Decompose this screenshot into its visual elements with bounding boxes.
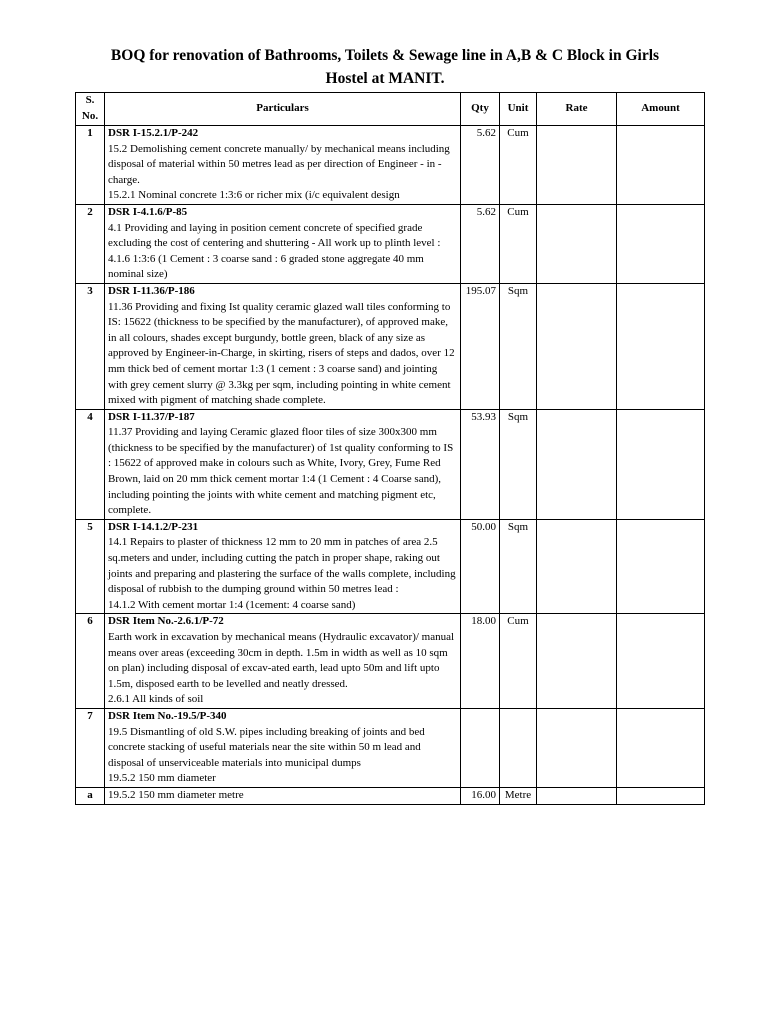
cell-amount bbox=[617, 614, 705, 709]
cell-rate bbox=[537, 519, 617, 614]
cell-qty: 5.62 bbox=[461, 126, 500, 205]
cell-rate bbox=[537, 126, 617, 205]
cell-sno: 1 bbox=[76, 126, 105, 205]
cell-rate bbox=[537, 614, 617, 709]
table-row bbox=[76, 787, 705, 804]
cell-unit: Metre bbox=[500, 787, 537, 804]
cell-amount bbox=[617, 126, 705, 205]
cell-unit: Sqm bbox=[500, 283, 537, 409]
cell-qty: 5.62 bbox=[461, 204, 500, 283]
cell-unit: Cum bbox=[500, 614, 537, 709]
cell-unit: Sqm bbox=[500, 409, 537, 519]
cell-particulars bbox=[105, 614, 461, 709]
item-code: DSR Item No.-19.5/P-340 bbox=[108, 709, 227, 722]
cell-unit bbox=[500, 708, 537, 787]
item-code: DSR I-14.1.2/P-231 bbox=[108, 520, 199, 533]
item-description: 11.37 Providing and laying Ceramic glazed floor tiles of size 300x300 mm (thickness to be specified by the manufacturer) of 1st quality conforming to IS : 15622 of approved make in colours such as White, Ivory, Grey, Fume Red Brown, laid on 20 mm thick cement mortar 1:4 (1 Cement : 4 Coarse sand), including pointing the joints with white cement and matching pigment etc, complete. bbox=[108, 426, 454, 517]
cell-sno: 2 bbox=[76, 204, 105, 283]
cell-qty: 16.00 bbox=[461, 787, 500, 804]
cell-amount bbox=[617, 283, 705, 409]
cell-amount bbox=[617, 204, 705, 283]
cell-amount bbox=[617, 708, 705, 787]
cell-unit: Sqm bbox=[500, 519, 537, 614]
cell-particulars bbox=[105, 409, 461, 519]
cell-rate bbox=[537, 787, 617, 804]
item-code: DSR I-15.2.1/P-242 bbox=[108, 127, 199, 139]
cell-unit: Cum bbox=[500, 126, 537, 205]
header-qty: Qty bbox=[461, 93, 500, 126]
cell-rate bbox=[537, 708, 617, 787]
title-line-2: Hostel at MANIT. bbox=[325, 70, 445, 87]
cell-qty bbox=[461, 708, 500, 787]
cell-particulars bbox=[105, 519, 461, 614]
cell-particulars bbox=[105, 708, 461, 787]
cell-sno: 4 bbox=[76, 409, 105, 519]
cell-particulars bbox=[105, 204, 461, 283]
item-description: 4.1 Providing and laying in position cement concrete of specified grade excluding the cost of centering and shuttering - All work up to plinth level : 4.1.6 1:3:6 (1 Cement : 3 coarse sand : 6 graded stone aggregate 40 mm nominal size) bbox=[108, 221, 441, 281]
boq-body bbox=[76, 126, 705, 805]
cell-sno: 6 bbox=[76, 614, 105, 709]
item-description: 19.5.2 150 mm diameter metre bbox=[108, 788, 244, 801]
cell-rate bbox=[537, 409, 617, 519]
cell-amount bbox=[617, 409, 705, 519]
item-description: 11.36 Providing and fixing Ist quality ceramic glazed wall tiles conforming to IS: 15622 (thickness to be specified by the manufacturer), of approved make, in all colours, shades except burgundy, bottle green, black of any size as approved by Engineer-in-Charge, in skirting, risers of steps and dados, over 12 mm thick bed of cement mortar 1:3 (1 cement : 3 coarse sand) and jointing with grey cement slurry @ 3.3kg per sqm, including pointing in white cement mixed with pigment of matching shade complete. bbox=[108, 300, 455, 407]
document-title bbox=[60, 44, 710, 90]
table-row bbox=[76, 126, 705, 205]
item-description: 14.1 Repairs to plaster of thickness 12 mm to 20 mm in patches of area 2.5 sq.meters and under, including cutting the patch in proper shape, raking out joints and preparing and plastering the surface of the walls complete, including disposal of rubbish to the dumping ground within 50 metres lead : 14.1.2 With cement mortar 1:4 (1cement: 4 coarse sand) bbox=[108, 536, 456, 611]
cell-amount bbox=[617, 787, 705, 804]
cell-qty: 195.07 bbox=[461, 283, 500, 409]
table-row bbox=[76, 614, 705, 709]
cell-particulars bbox=[105, 283, 461, 409]
table-row bbox=[76, 283, 705, 409]
table-row bbox=[76, 519, 705, 614]
cell-rate bbox=[537, 283, 617, 409]
header-sno: S. No. bbox=[76, 93, 105, 126]
cell-particulars bbox=[105, 126, 461, 205]
table-row bbox=[76, 708, 705, 787]
item-code: DSR Item No.-2.6.1/P-72 bbox=[108, 615, 224, 628]
title-line-1: BOQ for renovation of Bathrooms, Toilets & Sewage line in A,B & C Block in Girls bbox=[110, 47, 660, 64]
header-row bbox=[76, 93, 705, 126]
table-row bbox=[76, 409, 705, 519]
header-particulars: Particulars bbox=[105, 93, 461, 126]
cell-qty: 18.00 bbox=[461, 614, 500, 709]
cell-unit: Cum bbox=[500, 204, 537, 283]
cell-amount bbox=[617, 519, 705, 614]
cell-sno: 5 bbox=[76, 519, 105, 614]
cell-qty: 53.93 bbox=[461, 409, 500, 519]
item-code: DSR I-11.37/P-187 bbox=[108, 410, 195, 423]
item-code: DSR I-4.1.6/P-85 bbox=[108, 205, 188, 218]
cell-sno: a bbox=[76, 787, 105, 804]
header-unit: Unit bbox=[500, 93, 537, 126]
cell-particulars bbox=[105, 787, 461, 804]
boq-table bbox=[75, 92, 705, 805]
item-description: Earth work in excavation by mechanical means (Hydraulic excavator)/ manual means over areas (exceeding 30cm in depth. 1.5m in width as well as 10 sqm on plan) including disposal of excav-ated earth, lead upto 50m and lift upto 1.5m, disposed earth to be levelled and neatly dressed. 2.6.1 All kinds of soil bbox=[108, 631, 455, 706]
cell-qty: 50.00 bbox=[461, 519, 500, 614]
cell-rate bbox=[537, 204, 617, 283]
header-amount: Amount bbox=[617, 93, 705, 126]
cell-sno: 3 bbox=[76, 283, 105, 409]
cell-sno: 7 bbox=[76, 708, 105, 787]
item-description: 19.5 Dismantling of old S.W. pipes including breaking of joints and bed concrete stacking of useful materials near the site within 50 m lead and disposal of unserviceable materials into municipal dumps 19.5.2 150 mm diameter bbox=[108, 725, 425, 785]
item-description: 15.2 Demolishing cement concrete manually/ by mechanical means including disposal of material within 50 metres lead as per direction of Engineer - in - charge. 15.2.1 Nominal concrete 1:3:6 or richer mix (i/c equivalent design bbox=[108, 142, 450, 202]
header-rate: Rate bbox=[537, 93, 617, 126]
table-row bbox=[76, 204, 705, 283]
item-code: DSR I-11.36/P-186 bbox=[108, 284, 195, 297]
